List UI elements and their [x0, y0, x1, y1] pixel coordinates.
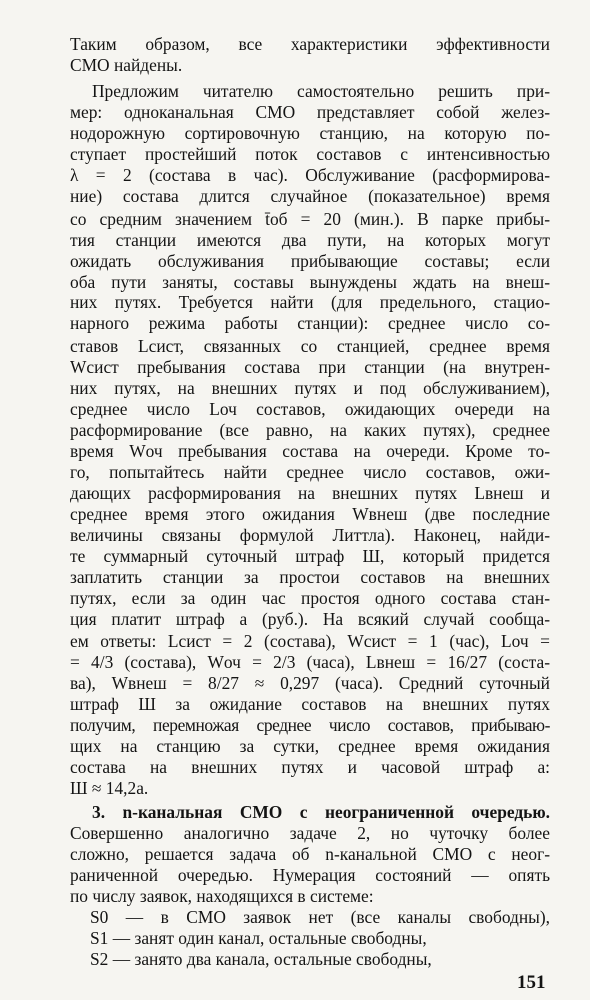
text-line: штраф Ш за ожидание составов на внешних путях [70, 694, 550, 715]
text-line: го, попытайтесь найти среднее число составов, ожи- [70, 461, 550, 482]
state-list-item: S2 — занято два канала, остальные свободны, [90, 949, 432, 969]
text-line: заплатить станции за простои составов на внешних [70, 566, 550, 587]
text-line: по числу заявок, находящихся в системе: [70, 886, 374, 907]
text-line: Wсист пребывания состава при станции (на внутрен- [70, 357, 550, 377]
text-line: Ш ≈ 14,2a. [70, 777, 149, 798]
text-line: тия станции имеются два пути, на которых могут [70, 229, 550, 250]
text-line: нодорожную сортировочную станцию, на которую по- [70, 123, 550, 144]
text-line: Таким образом, все характеристики эффективности [70, 34, 550, 54]
state-list-item: S1 — занят один канал, остальные свободны, [90, 928, 427, 948]
text-line: них путях. Требуется найти (для предельного, стацио- [70, 292, 550, 313]
text-line: ожидать обслуживания прибывающие составы; если [70, 250, 550, 271]
text-line: оба пути заняты, составы вынуждены ждать на внеш- [70, 271, 550, 292]
text-line: = 4/3 (состава), Wоч = 2/3 (часа), Lвнеш = 16/27 (соста- [70, 652, 550, 673]
text-line: те суммарный суточный штраф Ш, который придется [70, 545, 550, 566]
text-line: λ = 2 (состава в час). Обслуживание (расформирова- [70, 165, 550, 185]
text-line: них путях, на внешних путях и под обслуживанием), [70, 378, 550, 398]
text-line: сложно, решается задача об n-канальной СМО с неог- [70, 844, 550, 865]
text-line: путях, если за один час простоя одного состава стан- [70, 587, 550, 608]
text-line: получим, перемножая среднее число составов, прибываю- [70, 715, 550, 735]
text-line: ние) состава длится случайное (показательное) время [70, 185, 550, 206]
text-line: дающих расформирования на внешних путях Lвнеш и [70, 482, 550, 503]
text-line: нарного режима работы станции): среднее число со- [70, 313, 550, 334]
text-line: ставов Lсист, связанных со станцией, среднее время [70, 336, 550, 357]
text-line: состава на внешних путях и часовой штраф a: [70, 756, 550, 777]
text-line: со средним значением t̄об = 20 (мин.). В парке прибы- [70, 208, 550, 229]
text-line: ция платит штраф a (руб.). На всякий случай сообща- [70, 608, 550, 629]
text-line: расформирование (все равно, на каких путях), среднее [70, 419, 550, 440]
text-line: Совершенно аналогично задаче 2, но чуточку более [70, 823, 550, 844]
text-line: раниченной очередью. Нумерация состояний — опять [70, 865, 550, 886]
text-line: щих на станцию за сутки, среднее время ожидания [70, 736, 550, 756]
paragraph-first-line: Предложим читателю самостоятельно решить при- [92, 81, 550, 102]
text-line: среднее время этого ожидания Wвнеш (две последние [70, 503, 550, 524]
section-heading: 3. n-канальная СМО с неограниченной очередью. [92, 802, 550, 823]
text-line: ва), Wвнеш = 8/27 ≈ 0,297 (часа). Средний суточный [70, 673, 550, 694]
text-line: ем ответы: Lсист = 2 (состава), Wсист = 1 (час), Lоч = [70, 631, 550, 652]
text-line: ступает простейший поток составов с интенсивностью [70, 144, 550, 164]
state-list-item: S0 — в СМО заявок нет (все каналы свободны), [90, 907, 550, 928]
text-line: СМО найдены. [70, 55, 183, 75]
text-line: время Wоч пребывания состава на очереди. Кроме то- [70, 440, 550, 461]
text-line: мер: одноканальная СМО представляет собой желез- [70, 102, 550, 123]
text-line: среднее число Lоч составов, ожидающих очереди на [70, 399, 550, 419]
page-number: 151 [517, 972, 546, 993]
text-line: величины связаны формулой Литтла). Наконец, найди- [70, 524, 550, 545]
